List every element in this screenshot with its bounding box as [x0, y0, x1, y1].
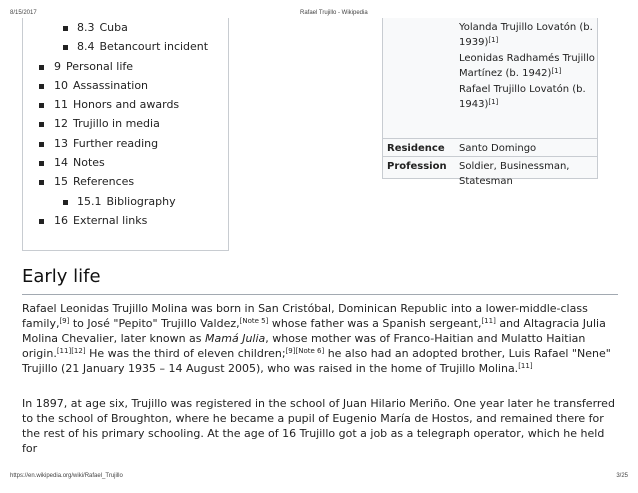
- child-entry: [459, 51, 595, 81]
- toc-item-number: 14: [54, 156, 68, 170]
- child-birth: Martínez (b. 1942): [459, 68, 552, 79]
- heading-divider: [22, 294, 618, 295]
- toc-item[interactable]: [23, 37, 228, 56]
- toc-item[interactable]: [23, 18, 228, 37]
- infobox-value[interactable]: Santo Domingo: [459, 143, 537, 154]
- toc-item[interactable]: [23, 57, 228, 76]
- paragraph-schooling: In 1897, at age six, Trujillo was registered in the school of Juan Hilario Meriño. One year later he transferred to the school of Broughton, where he became a pupil of Eugenio María de Hostos, and remained there for the rest of his primary schooling. At the age of 16 Trujillo got a job as a telegraph operator, which he held for: [22, 397, 615, 455]
- italic-name: Mamá Julia: [205, 332, 266, 345]
- toc-item-label: Betancourt incident: [99, 40, 209, 54]
- toc-item-number: 9: [54, 59, 61, 73]
- citation-link[interactable]: [11]: [481, 317, 496, 325]
- text: he also had an adopted brother, Luis Rafael "Nene" Trujillo (21 January 1935 – 14 August 2005), who was raised in the home of Trujillo Molina.: [22, 347, 611, 375]
- toc-item-label: Honors and awards: [73, 98, 180, 112]
- text: , whose mother was of Franco-Haitian and Mulatto Haitian origin.: [22, 332, 586, 360]
- infobox-children-value: [459, 20, 595, 113]
- toc-item-label: References: [73, 175, 135, 189]
- infobox-row-profession: [383, 156, 597, 187]
- infobox-row-residence: [383, 138, 597, 157]
- toc-item[interactable]: [23, 134, 228, 153]
- toc-item-number: 12: [54, 117, 68, 131]
- citation-link[interactable]: [9][Note 6]: [285, 347, 325, 355]
- infobox-label: Residence: [387, 143, 445, 154]
- paragraph-birth: [22, 301, 620, 376]
- citation-link[interactable]: [1]: [551, 67, 562, 75]
- profession-line: Statesman: [459, 176, 513, 187]
- section-heading: Early life: [22, 266, 101, 287]
- citation-link[interactable]: [9]: [59, 317, 70, 325]
- child-entry: [459, 82, 595, 112]
- toc-item-label: Assassination: [73, 78, 149, 92]
- citation-link[interactable]: [1]: [488, 98, 499, 106]
- toc-item-number: 10: [54, 78, 68, 92]
- toc-item-label: External links: [73, 213, 148, 227]
- toc-item-number: 8.3: [77, 21, 95, 34]
- child-birth: 1939): [459, 37, 489, 48]
- toc-item-number: 15.1: [77, 194, 102, 208]
- child-entry: [459, 20, 595, 50]
- text: Rafael Leonidas Trujillo Molina was born in San Cristóbal, Dominican Republic into a lower-middle-class family,: [22, 302, 588, 330]
- toc-item-label: Personal life: [66, 59, 134, 73]
- child-name: Rafael Trujillo Lovatón (b.: [459, 84, 586, 95]
- child-name: Leonidas Radhamés Trujillo: [459, 53, 595, 64]
- toc-item-label: Further reading: [73, 136, 159, 150]
- print-page-title: Rafael Trujillo - Wikipedia: [300, 10, 368, 16]
- print-page-number: 3/25: [616, 473, 628, 479]
- text: and Altagracia Julia Molina Chevalier, later known as: [22, 317, 606, 345]
- toc-item-number: 13: [54, 136, 68, 150]
- table-of-contents: [22, 18, 229, 251]
- toc-item[interactable]: [23, 95, 228, 114]
- toc-item-label: Notes: [73, 156, 105, 170]
- text: whose father was a Spanish sergeant,: [268, 317, 482, 330]
- child-birth: 1943): [459, 99, 489, 110]
- child-name: Yolanda Trujillo Lovatón (b.: [459, 22, 593, 33]
- print-url: https://en.wikipedia.org/wiki/Rafael_Trujillo: [10, 473, 123, 479]
- toc-item-number: 8.4: [77, 40, 95, 54]
- toc-item-label: Trujillo in media: [73, 117, 160, 131]
- infobox: [382, 18, 598, 187]
- text: He was the third of eleven children;: [85, 347, 286, 360]
- toc-item-label: Bibliography: [106, 194, 176, 208]
- citation-link[interactable]: [11]: [518, 362, 533, 370]
- profession-line: Soldier, Businessman,: [459, 161, 570, 172]
- toc-item[interactable]: [23, 192, 228, 211]
- print-date: 8/15/2017: [10, 10, 37, 16]
- toc-item-label: Cuba: [99, 21, 128, 34]
- toc-item[interactable]: [23, 114, 228, 133]
- toc-item-number: 16: [54, 213, 68, 227]
- toc-list: [23, 18, 228, 230]
- toc-item-number: 11: [54, 98, 68, 112]
- note-link[interactable]: [Note 5]: [239, 317, 269, 325]
- infobox-value: [459, 159, 595, 189]
- citation-link[interactable]: [11][12]: [56, 347, 86, 355]
- citation-link[interactable]: [1]: [488, 36, 499, 44]
- text: to José "Pepito" Trujillo Valdez,: [69, 317, 240, 330]
- toc-item[interactable]: [23, 153, 228, 172]
- toc-item[interactable]: [23, 211, 228, 230]
- toc-item[interactable]: [23, 76, 228, 95]
- toc-item[interactable]: [23, 172, 228, 191]
- toc-item-number: 15: [54, 175, 68, 189]
- infobox-label: Profession: [387, 161, 447, 172]
